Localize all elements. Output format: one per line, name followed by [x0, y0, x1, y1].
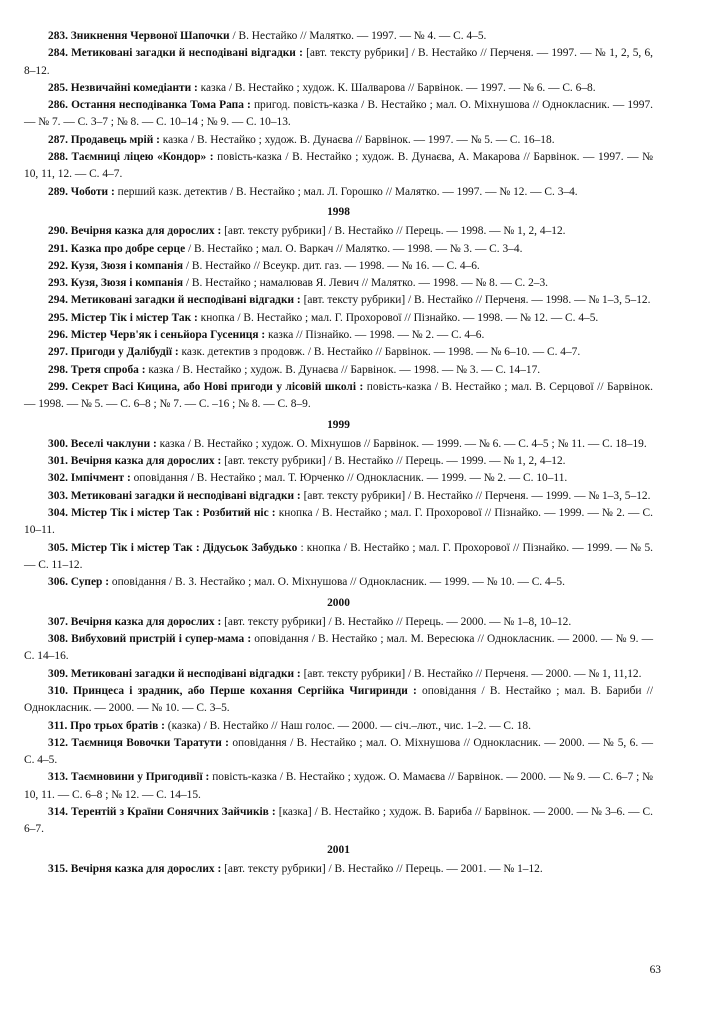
entry-title: Зникнення Червоної Шапочки [70, 30, 230, 42]
entry-details: перший казк. детектив / В. Нестайко ; мал. Л. Горошко // Малятко. — 1997. — № 12. — С. 3–4. [114, 185, 578, 198]
entry-number: 294. [48, 294, 68, 307]
entry-details: казка / В. Нестайко ; худож. К. Шалварова // Барвінок. — 1997. — № 6. — С. 6–8. [197, 81, 596, 94]
entry-title: Веселі чаклуни : [70, 437, 157, 450]
bibliography-entry [24, 292, 653, 309]
entry-title: Чоботи : [70, 185, 115, 198]
entry-number: 305. [48, 541, 68, 554]
bibliography-entry [24, 505, 653, 540]
entry-details: повість-казка / В. Нестайко ; худож. В. Дунаєва, А. Макарова // Барвінок. — 1997. — № 10, 11, 12. — С. 4–7. [24, 151, 653, 181]
entry-title: Остання несподіванка Тома Рапа : [71, 99, 251, 112]
page-number: 63 [649, 964, 661, 976]
entry-number: 301. [48, 455, 68, 468]
entry-title: Пригоди у Далібудії : [70, 346, 179, 359]
entry-number: 286. [48, 99, 68, 112]
bibliography-entry [24, 769, 653, 804]
bibliography-entry [24, 258, 653, 275]
entry-details: кнопка / В. Нестайко ; мал. Г. Прохорової // Пізнайко. — 1998. — № 12. — С. 4–5. [197, 311, 599, 324]
entry-number: 313. [48, 771, 68, 784]
entry-number: 291. [48, 242, 68, 255]
entry-details: [авт. тексту рубрики] / В. Нестайко // Перченя. — 2000. — № 1, 11,12. [300, 667, 642, 680]
year-heading: 2001 [327, 843, 350, 856]
entry-title: Незвичайні комедіанти : [70, 81, 198, 94]
entry-title: Секрет Васі Кицина, або Нові пригоди у лісовій школі : [71, 380, 364, 393]
bibliography-entry [24, 184, 653, 201]
bibliography-entry [24, 614, 653, 631]
entry-title: Метиковані загадки й несподівані відгадки : [70, 667, 301, 680]
entry-details: кнопка / В. Нестайко ; мал. Г. Прохорової // Пізнайко. — 1999. — № 2. — С. 10–11. [24, 507, 653, 537]
entry-number: 310. [48, 684, 68, 697]
bibliography-entry [24, 488, 653, 505]
bibliography-entry [24, 631, 653, 666]
entry-title: Казка про добре серце [70, 242, 186, 255]
entry-number: 283. [48, 30, 68, 42]
bibliography-entry [24, 453, 653, 470]
bibliography-entry [24, 436, 653, 453]
entry-details: оповідання / В. З. Нестайко ; мал. О. Міхнушова // Однокласник. — 1999. — № 10. — С. 4–5. [109, 576, 565, 589]
bibliography-list [24, 28, 653, 878]
entry-title: Метиковані загадки й несподівані відгадки : [70, 489, 301, 502]
entry-details: пригод. повість-казка / В. Нестайко ; мал. О. Міхнушова // Однокласник. — 1997. — № 7. — С. 3–7 ; № 8. — С. 10–14 ; № 9. — С. 10–13. [24, 99, 653, 129]
entry-number: 314. [48, 806, 68, 819]
bibliography-entry [24, 470, 653, 487]
bibliography-entry [24, 574, 653, 591]
entry-title: Містер Черв'як і сеньйора Гусениця : [70, 329, 266, 342]
bibliography-entry [24, 132, 653, 149]
entry-title: Супер : [70, 576, 110, 589]
entry-details: повість-казка / В. Нестайко ; худож. О. Мамаєва // Барвінок. — 2000. — № 9. — С. 6–7 ; № 10, 11. — С. 6–8 ; № 12. — С. 14–15. [24, 771, 653, 801]
bibliography-entry [24, 540, 653, 575]
bibliography-entry [24, 666, 653, 683]
entry-number: 312. [48, 736, 68, 749]
bibliography-entry [24, 735, 653, 770]
entry-details: казка / В. Нестайко ; худож. В. Дунаєва // Барвінок. — 1997. — № 5. — С. 16–18. [159, 133, 555, 146]
entry-details: / В. Нестайко ; мал. О. Варкач // Малятко. — 1998. — № 3. — С. 3–4. [185, 242, 523, 255]
bibliography-entry [24, 28, 653, 45]
entry-title: Містер Тік і містер Так : [70, 311, 198, 324]
entry-number: 308. [48, 633, 68, 646]
bibliography-entry [24, 327, 653, 344]
entry-title: Вечірня казка для дорослих : [70, 455, 222, 468]
bibliography-entry [24, 718, 653, 735]
entry-number: 309. [48, 667, 68, 680]
entry-details: [авт. тексту рубрики] / В. Нестайко // Перець. — 1998. — № 1, 2, 4–12. [221, 225, 566, 238]
entry-number: 304. [48, 507, 68, 520]
entry-title: Таємниця Вовочки Таратути : [71, 736, 229, 749]
entry-number: 296. [48, 329, 68, 342]
year-heading: 1998 [327, 205, 350, 218]
entry-number: 297. [48, 346, 68, 359]
bibliography-entry [24, 149, 653, 184]
entry-number: 302. [48, 472, 68, 485]
entry-details: (казка) / В. Нестайко // Наш голос. — 2000. — січ.–лют., чис. 1–2. — С. 18. [164, 719, 531, 732]
entry-title: Імпічмент : [70, 472, 131, 485]
entry-number: 289. [48, 185, 68, 198]
entry-details: оповідання / В. Нестайко ; мал. О. Міхнушова // Однокласник. — 2000. — № 5, 6. — С. 4–5. [24, 736, 653, 767]
bibliography-entry [24, 45, 653, 80]
entry-number: 303. [48, 489, 68, 502]
entry-title: Таємниці ліцею «Кондор» : [71, 151, 214, 164]
bibliography-entry [24, 344, 653, 361]
entry-title: Містер Тік і містер Так : Розбитий ніс : [71, 507, 276, 520]
entry-details: / В. Нестайко // Всеукр. дит. газ. — 1998. — № 16. — С. 4–6. [183, 259, 480, 272]
entry-number: 299. [48, 380, 68, 393]
entry-title: Вечірня казка для дорослих : [70, 862, 222, 875]
entry-details: [авт. тексту рубрики] / В. Нестайко // Перченя. — 1999. — № 1–3, 5–12. [300, 489, 651, 502]
entry-title: Метиковані загадки й несподівані відгадки : [70, 294, 301, 307]
entry-title: Про трьох братів : [70, 719, 165, 732]
entry-details: : кнопка / В. Нестайко ; мал. Г. Прохорової // Пізнайко. — 1999. — № 5. — С. 11–12. [24, 541, 654, 571]
bibliography-entry [24, 275, 653, 292]
bibliography-entry [24, 310, 653, 327]
entry-details: [авт. тексту рубрики] / В. Нестайко // Перченя. — 1998. — № 1–3, 5–12. [300, 294, 651, 307]
entry-number: 285. [48, 81, 68, 94]
entry-title: Вечірня казка для дорослих : [70, 615, 222, 628]
entry-details: оповідання / В. Нестайко ; мал. Т. Юрченко // Однокласник. — 1999. — № 2. — С. 10–11. [130, 472, 568, 485]
entry-title: Кузя, Зюзя і компанія [70, 259, 184, 272]
bibliography-entry [24, 241, 653, 258]
entry-number: 284. [48, 47, 68, 60]
entry-title: Вечірня казка для дорослих : [70, 225, 222, 238]
entry-details: казк. детектив з продовж. / В. Нестайко // Барвінок. — 1998. — № 6–10. — С. 4–7. [178, 346, 581, 359]
entry-title: Кузя, Зюзя і компанія [70, 277, 184, 290]
entry-title: Третя спроба : [70, 363, 146, 376]
entry-details: оповідання / В. Нестайко ; мал. В. Бариби // Однокласник. — 2000. — № 10. — С. 3–5. [24, 684, 653, 715]
entry-title: Вибуховий пристрій і супер-мама : [71, 633, 252, 646]
entry-title: Терентій з Країни Сонячних Зайчиків : [70, 806, 276, 819]
entry-number: 293. [48, 277, 68, 290]
entry-details: казка / В. Нестайко ; худож. В. Дунаєва // Барвінок. — 1998. — № 3. — С. 14–17. [145, 363, 541, 376]
bibliography-entry [24, 861, 653, 878]
entry-details: казка // Пізнайко. — 1998. — № 2. — С. 4–6. [265, 329, 485, 342]
entry-number: 306. [48, 576, 68, 589]
bibliography-entry [24, 362, 653, 379]
bibliography-entry [24, 683, 653, 718]
entry-number: 315. [48, 862, 68, 875]
entry-number: 288. [48, 151, 68, 164]
year-heading: 1999 [327, 418, 350, 431]
entry-title: Містер Тік і містер Так : Дідусьок Забудько [71, 541, 298, 554]
entry-number: 311. [48, 719, 68, 732]
entry-number: 300. [48, 437, 68, 450]
bibliography-entry [24, 379, 653, 414]
bibliography-entry [24, 80, 653, 97]
entry-details: казка / В. Нестайко ; худож. О. Міхнушов // Барвінок. — 1999. — № 6. — С. 4–5 ; № 11. — С. 18–19. [156, 437, 647, 450]
entry-details: / В. Нестайко ; намалював Я. Левич // Малятко. — 1998. — № 8. — С. 2–3. [183, 277, 549, 290]
entry-details: оповідання / В. Нестайко ; мал. М. Вересюка // Однокласник. — 2000. — № 9. — С. 14–16. [24, 633, 653, 663]
entry-details: [казка] / В. Нестайко ; худож. В. Бариба // Барвінок. — 2000. — № 3–6. — С. 6–7. [24, 806, 653, 836]
entry-number: 287. [48, 133, 68, 146]
entry-number: 307. [48, 615, 68, 628]
entry-details: [авт. тексту рубрики] / В. Нестайко // Перець. — 2001. — № 1–12. [221, 862, 543, 875]
entry-details: [авт. тексту рубрики] / В. Нестайко // Перець. — 2000. — № 1–8, 10–12. [221, 615, 572, 628]
entry-title: Принцеса і зрадник, або Перше кохання Сергійка Чигиринди : [73, 684, 417, 697]
entry-title: Метиковані загадки й несподівані відгадки : [71, 47, 303, 60]
bibliography-entry [24, 223, 653, 240]
bibliography-entry [24, 97, 653, 132]
entry-number: 298. [48, 363, 68, 376]
entry-number: 292. [48, 259, 68, 272]
bibliography-entry [24, 804, 653, 839]
entry-details: [авт. тексту рубрики] / В. Нестайко // Перченя. — 1997. — № 1, 2, 5, 6, 8–12. [24, 47, 653, 77]
year-heading: 2000 [327, 596, 350, 609]
entry-details: повість-казка / В. Нестайко ; мал. В. Серцової // Барвінок. — 1998. — № 5. — С. 6–8 ; № 7. — С. –16 ; № 8. — С. 8–9. [24, 380, 653, 411]
entry-number: 290. [48, 225, 68, 238]
entry-details: / В. Нестайко // Малятко. — 1997. — № 4. — С. 4–5. [229, 30, 487, 42]
entry-number: 295. [48, 311, 68, 324]
entry-details: [авт. тексту рубрики] / В. Нестайко // Перець. — 1999. — № 1, 2, 4–12. [221, 455, 566, 468]
entry-title: Продавець мрій : [70, 133, 160, 146]
entry-title: Таємновини у Пригодивії : [70, 771, 210, 784]
